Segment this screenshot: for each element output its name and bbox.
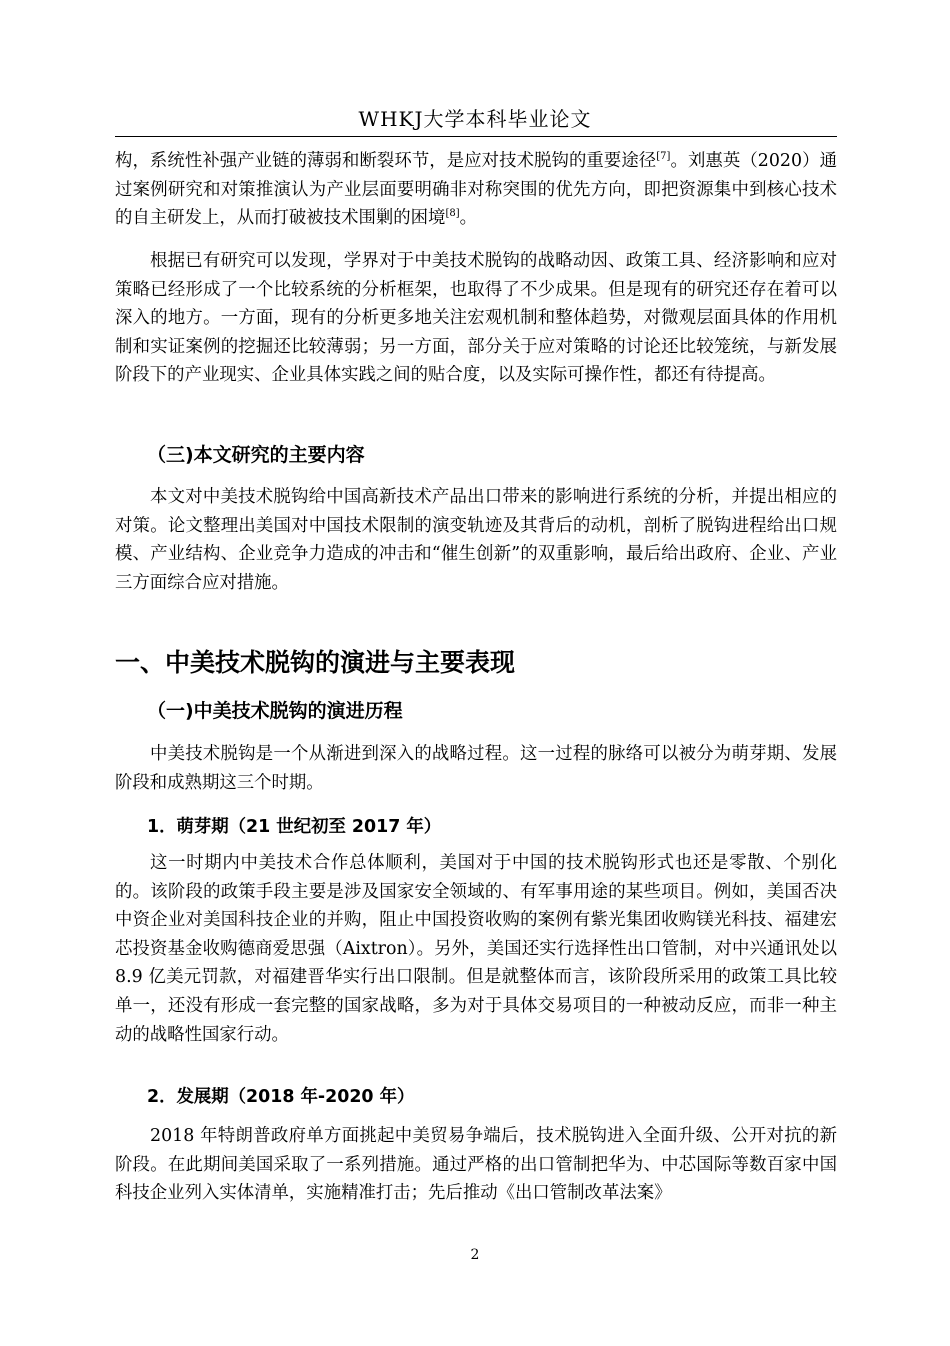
paragraph-continuation	[115, 147, 837, 233]
para2-text: 根据已有研究可以发现，学界对于中美技术脱钩的战略动因、政策工具、经济影响和应对策略已经形成了一个比较系统的分析框架，也取得了不少成果。但是现有的研究还存在着可以深入的地方。一方面，现有的分析更多地关注宏观机制和整体趋势，对微观层面具体的作用机制和实证案例的挖掘还比较薄弱；另一方面，部分关于应对策略的讨论还比较笼统，与新发展阶段下的产业现实、企业具体实践之间的贴合度，以及实际可操作性，都还有待提高。	[115, 251, 837, 386]
paragraph-main-content	[115, 483, 837, 597]
citation-8: [8]	[445, 208, 460, 220]
chapter-heading-1: 一、中美技术脱钩的演进与主要表现	[115, 648, 516, 677]
para1-text-c: 。	[459, 208, 478, 229]
para3-text: 本文对中美技术脱钩给中国高新技术产品出口带来的影响进行系统的分析，并提出相应的对策。论文整理出美国对中国技术限制的演变轨迹及其背后的动机，剖析了脱钩进程给出口规模、产业结构、企业竞争力造成的冲击和“催生创新”的双重影响，最后给出政府、企业、产业三方面综合应对措施。	[115, 487, 837, 593]
para1-text-a: 构，系统性补强产业链的薄弱和断裂环节，是应对技术脱钩的重要途径	[115, 151, 657, 171]
section-heading-1-1: （一)中美技术脱钩的演进历程	[147, 700, 403, 722]
para6-text: 2018 年特朗普政府单方面挑起中美贸易争端后，技术脱钩进入全面升级、公开对抗的新阶段。在此期间美国采取了一系列措施。通过严格的出口管制把华为、中芯国际等数百家中国科技企业列入实体清单，实施精准打击；先后推动《出口管制改革法案》	[115, 1126, 837, 1204]
subsection-heading-1-1-2: 2．发展期（2018 年-2020 年）	[147, 1087, 415, 1107]
paragraph-research-review	[115, 247, 837, 390]
para4-text: 中美技术脱钩是一个从渐进到深入的战略过程。这一过程的脉络可以被分为萌芽期、发展阶段和成熟期这三个时期。	[115, 744, 837, 793]
para1-text-b: 。刘惠英（2020）通过案例研究和对策推演认为产业层面要明确非对称突围的优先方向，即把资源集中到核心技术的自主研发上，从而打破被技术围剿的困境	[115, 151, 837, 229]
paragraph-evolution-intro	[115, 740, 837, 797]
subsection-heading-1-1-1: 1．萌芽期（21 世纪初至 2017 年）	[147, 817, 442, 837]
page-number: 2	[470, 1247, 480, 1263]
paragraph-development-period	[115, 1122, 837, 1208]
running-header: WHKJ大学本科毕业论文	[358, 107, 592, 131]
citation-7: [7]	[656, 151, 671, 163]
paragraph-emergence-period	[115, 849, 837, 1049]
section-heading-3: （三)本文研究的主要内容	[147, 444, 365, 466]
para5-text: 这一时期内中美技术合作总体顺利，美国对于中国的技术脱钩形式也还是零散、个别化的。该阶段的政策手段主要是涉及国家安全领域的、有军事用途的某些项目。例如，美国否决中资企业对美国科技企业的并购，阻止中国投资收购的案例有紫光集团收购镁光科技、福建宏芯投资基金收购德商爱思强（Aixtron）。另外，美国还实行选择性出口管制，对中兴通讯处以 8.9 亿美元罚款，对福建晋华实行出口限制。但是就整体而言，该阶段所采用的政策工具比较单一，还没有形成一套完整的国家战略，多为对于具体交易项目的一种被动反应，而非一种主动的战略性国家行动。	[115, 853, 837, 1045]
header-rule	[115, 136, 837, 137]
